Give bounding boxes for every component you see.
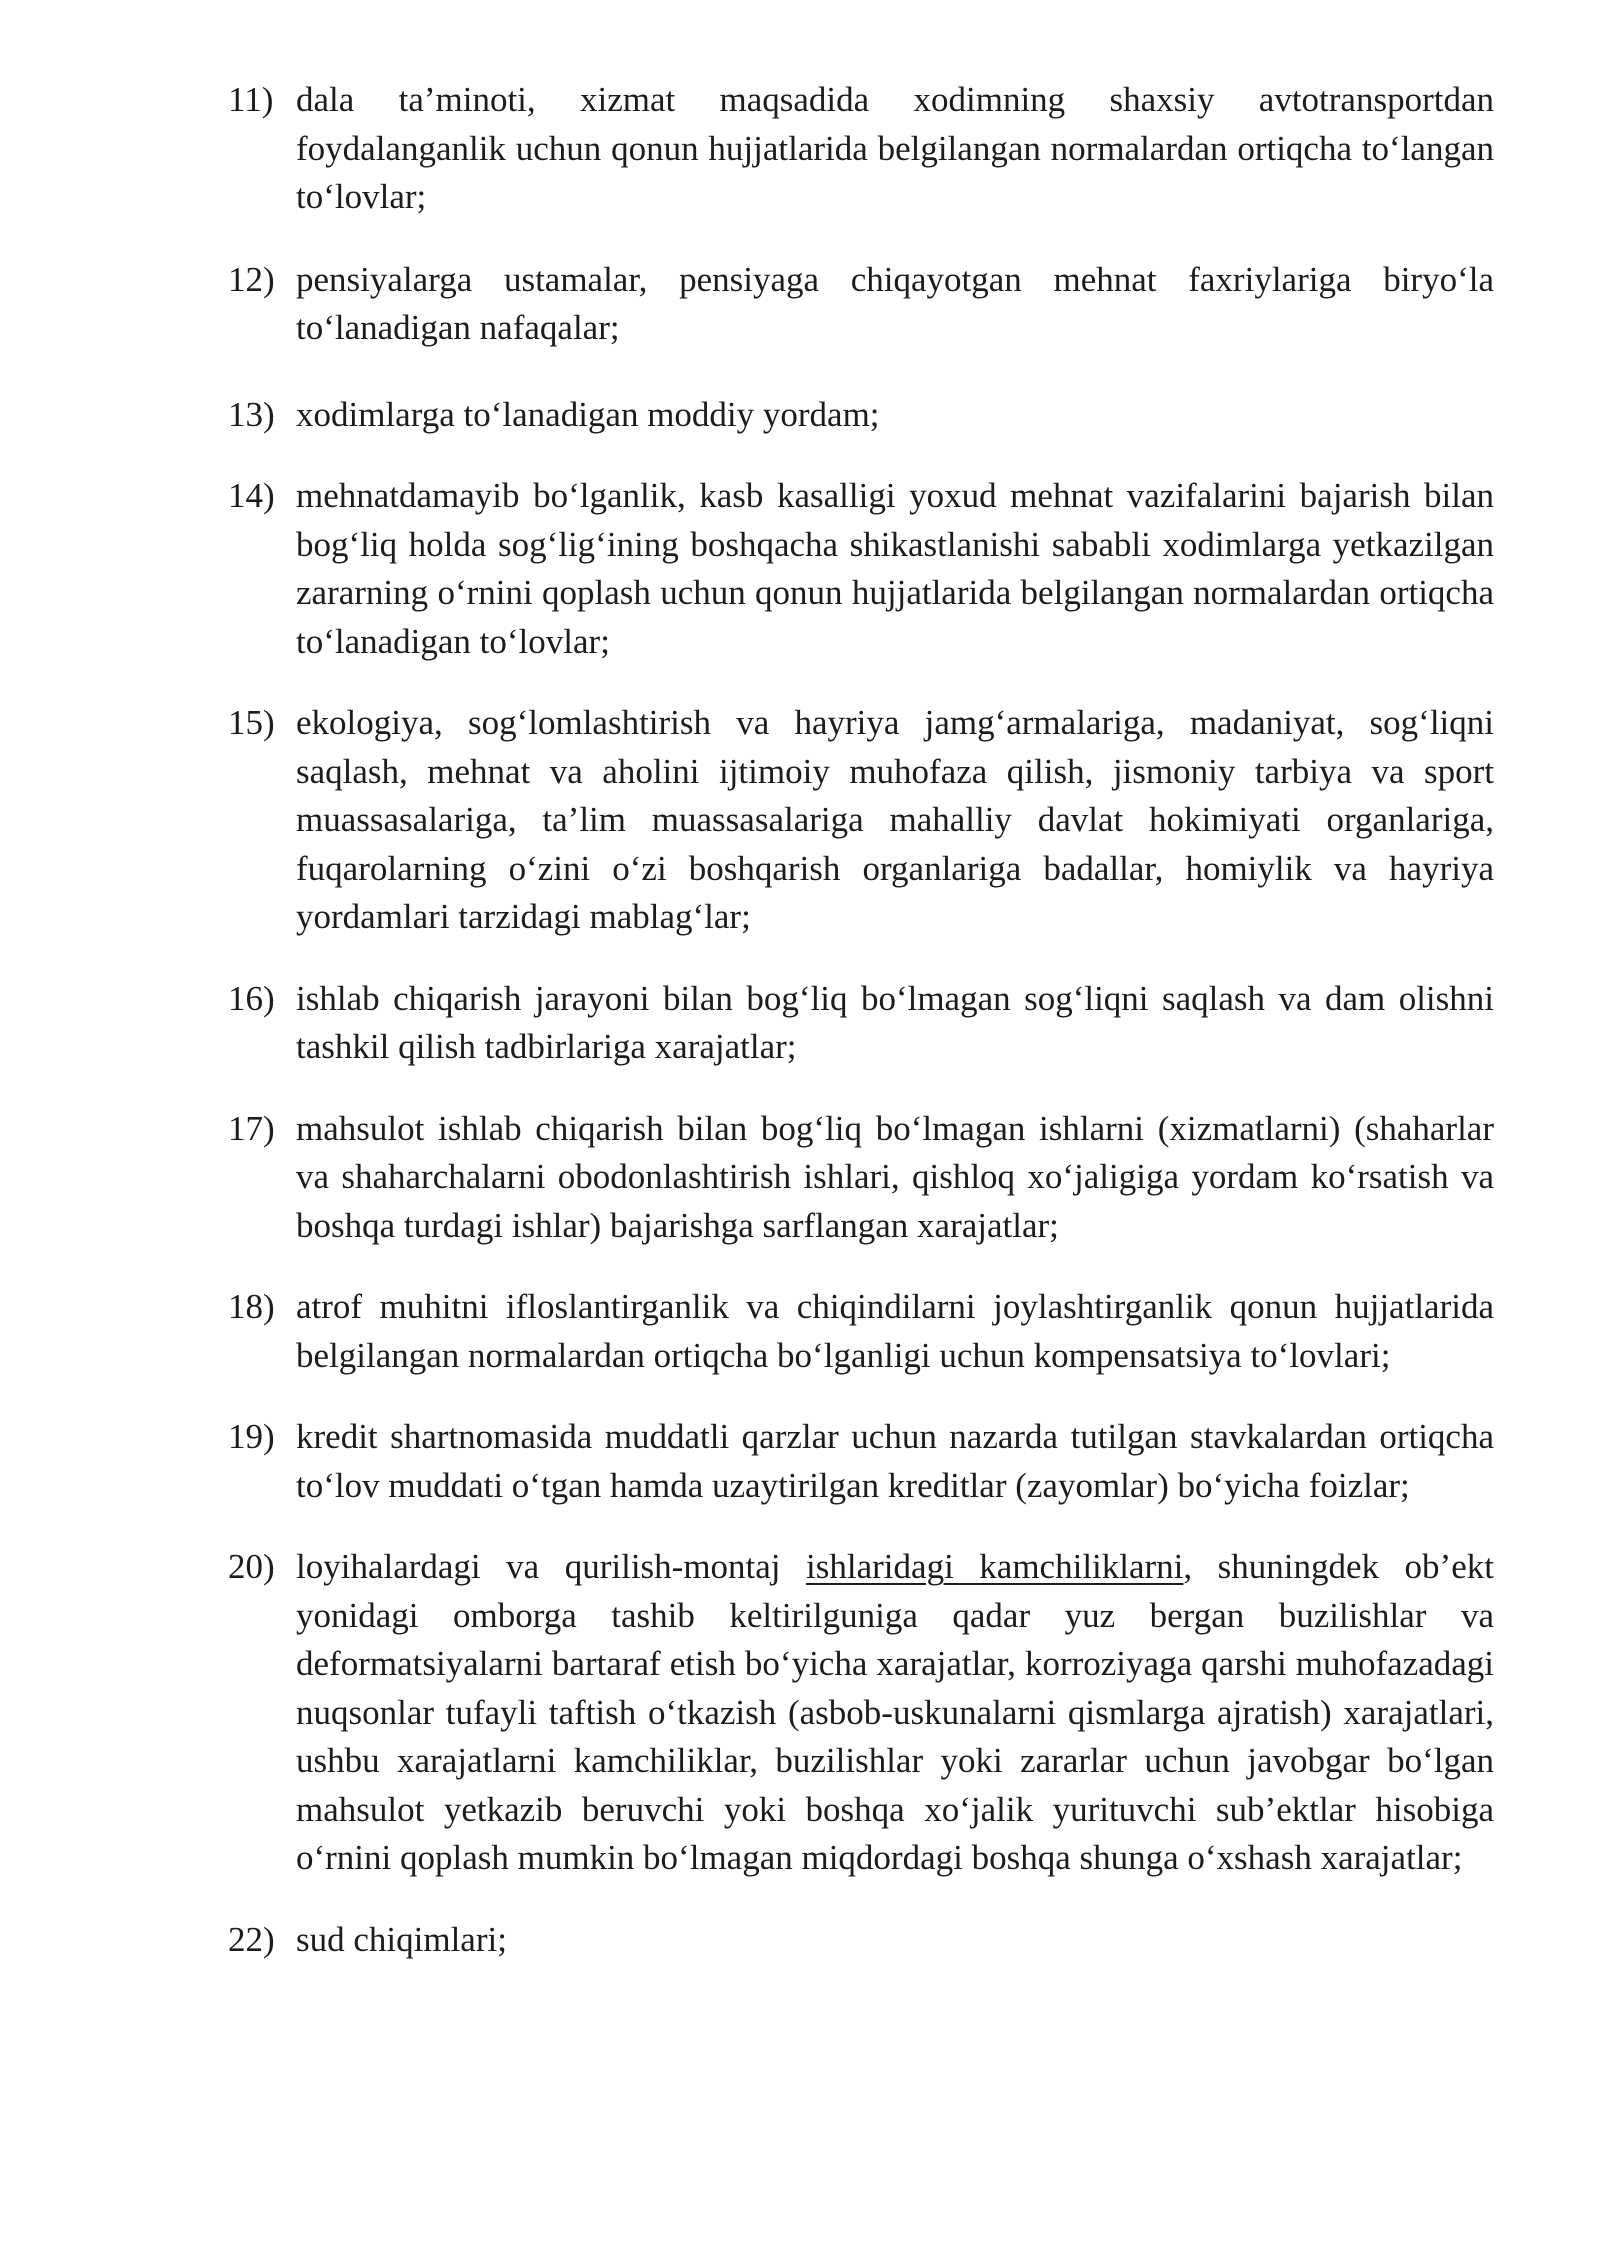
list-item-20 bbox=[228, 1543, 1494, 1883]
expense-list bbox=[228, 76, 1494, 1997]
item-text: mehnatdamayib bo‘lganlik, kasb kasalligi yoxud mehnat vazifalarini bajarish bilan bog‘liq holda sog‘lig‘ining boshqacha shikastlanishi sababli xodimlarga yetkazilgan zararning o‘rnini qoplash uchun qonun hujjatlarida belgilangan normalardan ortiqcha to‘lanadigan to‘lovlar; bbox=[296, 476, 1494, 661]
list-item-12 bbox=[228, 256, 1494, 353]
item-number: 15) bbox=[228, 703, 275, 742]
list-item-11 bbox=[228, 76, 1494, 222]
item-number: 20) bbox=[228, 1547, 275, 1586]
item-text-part: , shuningdek ob’ekt yonidagi omborga tashib keltirilguniga qadar yuz bergan buzilishlar va deformatsiyalarni bartaraf etish bo‘yicha xarajatlar, korroziyaga qarshi muhofazadagi nuqsonlar tufayli taftish o‘tkazish (asbob-uskunalarni qismlarga ajratish) xarajatlari, ushbu xarajatlarni kamchiliklar, buzilishlar yoki zararlar uchun javobgar bo‘lgan mahsulot yetkazib beruvchi yoki boshqa xo‘jalik yurituvchi sub’ektlar hisobiga o‘rnini qoplash mumkin bo‘lmagan miqdordagi boshqa shunga o‘xshash xarajatlar; bbox=[296, 1547, 1494, 1877]
list-item-22 bbox=[228, 1916, 1494, 1965]
underlined-phrase: ishlaridagi kamchiliklarni bbox=[806, 1547, 1184, 1586]
item-text-part: loyihalardagi va qurilish-montaj bbox=[296, 1547, 807, 1586]
item-text: mahsulot ishlab chiqarish bilan bog‘liq bo‘lmagan ishlarni (xizmatlarni) (shaharlar va shaharchalarni obodonlashtirish ishlari, qishloq xo‘jaligiga yordam ko‘rsatish va boshqa turdagi ishlar) bajarishga sarflangan xarajatlar; bbox=[296, 1108, 1494, 1245]
item-text: pensiyalarga ustamalar, pensiyaga chiqayotgan mehnat faxriylariga biryo‘la to‘lanadigan nafaqalar; bbox=[296, 259, 1494, 347]
item-text: xodimlarga to‘lanadigan moddiy yordam; bbox=[296, 394, 880, 434]
item-number: 18) bbox=[228, 1287, 275, 1326]
item-number: 11) bbox=[228, 80, 274, 119]
item-number: 22) bbox=[228, 1919, 275, 1959]
list-item-16 bbox=[228, 975, 1494, 1072]
item-text: ekologiya, sog‘lomlashtirish va hayriya jamg‘armalariga, madaniyat, sog‘liqni saqlash, mehnat va aholini ijtimoiy muhofaza qilish, jismoniy tarbiya va sport muassasalariga, ta’lim muassasalariga mahalliy davlat hokimiyati organlariga, fuqarolarning o‘zini o‘zi boshqarish organlariga badallar, homiylik va hayriya yordamlari tarzidagi mablag‘lar; bbox=[296, 703, 1494, 936]
item-number: 16) bbox=[228, 978, 275, 1018]
item-text: atrof muhitni ifloslantirganlik va chiqindilarni joylashtirganlik qonun hujjatlarida belgilangan normalardan ortiqcha bo‘lganligi uchun kompensatsiya to‘lovlari; bbox=[296, 1287, 1494, 1375]
list-item-15 bbox=[228, 699, 1494, 942]
item-text: ishlab chiqarish jarayoni bilan bog‘liq bo‘lmagan sog‘liqni saqlash va dam olishni tashkil qilish tadbirlariga xarajatlar; bbox=[296, 978, 1494, 1066]
item-text: sud chiqimlari; bbox=[296, 1919, 507, 1959]
item-number: 12) bbox=[228, 259, 275, 299]
list-item-17 bbox=[228, 1105, 1494, 1251]
item-number: 17) bbox=[228, 1108, 275, 1148]
list-item-14 bbox=[228, 472, 1494, 666]
item-text: dala ta’minoti, xizmat maqsadida xodimning shaxsiy avtotransportdan foydalanganlik uchun qonun hujjatlarida belgilangan normalardan ortiqcha to‘langan to‘lovlar; bbox=[296, 80, 1494, 216]
list-item-18 bbox=[228, 1283, 1494, 1380]
item-number: 19) bbox=[228, 1417, 275, 1456]
item-number: 13) bbox=[228, 394, 275, 434]
item-text: kredit shartnomasida muddatli qarzlar uchun nazarda tutilgan stavkalardan ortiqcha to‘lov muddati o‘tgan hamda uzaytirilgan kreditlar (zayomlar) bo‘yicha foizlar; bbox=[296, 1417, 1494, 1505]
list-item-19 bbox=[228, 1413, 1494, 1510]
item-number: 14) bbox=[228, 476, 275, 515]
list-item-13 bbox=[228, 391, 1494, 440]
item-text bbox=[290, 1543, 1494, 1883]
